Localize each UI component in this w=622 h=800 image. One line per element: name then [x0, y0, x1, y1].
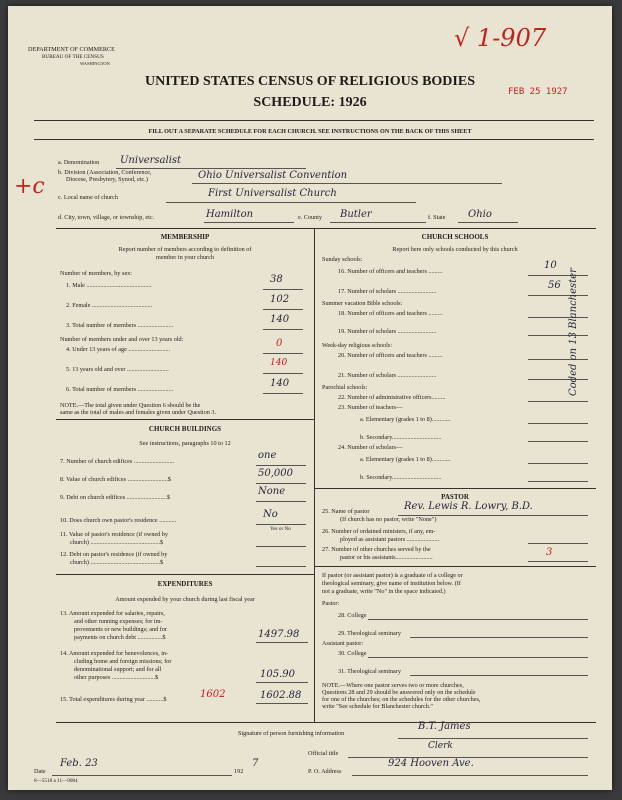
state-label: f. State — [428, 214, 446, 221]
weekday-schools-label: Week-day religious schools: — [322, 342, 392, 349]
margin-coded-note: Coded on 13 Blanchester — [568, 268, 579, 396]
division-label-2: Diocese, Presbytery, Synod, etc.) — [66, 176, 148, 183]
over-13-label: 5. 13 years old and over ........................... — [66, 366, 169, 373]
city-label: d. City, town, village, or township, etc. — [58, 214, 155, 221]
denomination-value: Universalist — [120, 155, 182, 166]
residence-value-label-2: church) .............................................$ — [70, 539, 164, 546]
salaries-label-3: provements or new buildings; and for — [74, 626, 167, 633]
multi-church-note-2: Questions 28 and 29 should be answered only on the schedule — [322, 689, 476, 696]
teachers-elementary-label: a. Elementary (grades 1 to 8)............ — [360, 416, 451, 423]
handwritten-number: √ 1-907 — [454, 24, 547, 52]
membership-heading: MEMBERSHIP — [160, 233, 210, 241]
weekday-scholars-label: 21. Number of scholars ......................... — [338, 372, 437, 379]
residence-value-label: 11. Value of pastor's residence (if owned by — [60, 531, 168, 538]
county-label: e. County — [298, 214, 323, 221]
benevolences-label: 14. Amount expended for benevolences, in- — [60, 650, 169, 657]
division-value: Ohio Universalist Convention — [198, 170, 348, 181]
scholars-elementary-label: a. Elementary (grades 1 to 8)............ — [360, 456, 451, 463]
salaries-label-2: and other running expenses; for im- — [74, 618, 163, 625]
schedule-title: SCHEDULE: 1926 — [253, 95, 367, 110]
teachers-secondary-label: b. Secondary................................ — [360, 434, 442, 441]
county-value: Butler — [340, 209, 372, 220]
official-title-value: Clerk — [428, 741, 453, 751]
vacation-schools-label: Summer vacation Bible schools: — [322, 300, 403, 307]
owns-residence-value: No — [263, 509, 278, 520]
edifices-count-value: one — [258, 450, 277, 461]
church-name-value: First Universalist Church — [208, 188, 337, 199]
pastor-sub-label: Pastor: — [322, 600, 340, 607]
address-label: P. O. Address — [308, 768, 342, 775]
edifices-count-label: 7. Number of church edifices .......................... — [60, 458, 175, 465]
members-by-sex-label: Number of members, by sex: — [60, 270, 132, 277]
ordained-label-2: ployed as assistant pastors ..................... — [340, 536, 440, 543]
graduate-note-3: not a graduate, write "No" in the space indicated.) — [322, 588, 446, 595]
scholars-secondary-label: b. Secondary................................ — [360, 474, 442, 481]
pastor-name-value: Rev. Lewis R. Lowry, B.D. — [404, 501, 533, 512]
male-value: 38 — [270, 274, 283, 285]
vacation-scholars-label: 19. Number of scholars ......................... — [338, 328, 437, 335]
salaries-label: 13. Amount expended for salaries, repairs, — [60, 610, 165, 617]
ordained-label: 26. Number of ordained ministers, if any, em- — [322, 528, 436, 535]
expenditures-heading: EXPENDITURES — [157, 580, 213, 588]
total-members-2-value: 140 — [270, 378, 290, 389]
instruction-banner: FILL OUT A SEPARATE SCHEDULE FOR EACH CHURCH. SEE INSTRUCTIONS ON THE BACK OF THIS SHEET — [148, 128, 472, 135]
pastor-name-label: 25. Name of pastor — [322, 508, 370, 515]
other-churches-label: 27. Number of other churches served by the — [322, 546, 431, 553]
sunday-scholars-label: 17. Number of scholars ......................... — [338, 288, 437, 295]
date-stamp: FEB 25 1927 — [508, 87, 568, 97]
total-members-2-label: 6. Total number of members ....................... — [66, 386, 174, 393]
multi-church-note: NOTE.—Where one pastor serves two or more churches, — [322, 682, 464, 689]
yes-no-hint: Yes or No — [270, 526, 291, 532]
year-value: 7 — [252, 758, 259, 769]
denomination-label: a. Denomination — [58, 159, 100, 166]
pastor-college-label: 28. College — [338, 612, 367, 619]
assistant-seminary-label: 31. Theological seminary — [338, 668, 401, 675]
census-form — [8, 6, 612, 790]
church-name-label: c. Local name of church — [58, 194, 118, 201]
parochial-schools-label: Parochial schools: — [322, 384, 368, 391]
sunday-officers-value: 10 — [544, 260, 557, 271]
age-split-label: Number of members under and over 13 years old: — [60, 336, 184, 343]
membership-instruction: Report number of members according to definition of — [118, 246, 252, 253]
state-value: Ohio — [468, 209, 492, 220]
residence-debt-label: 12. Debt on pastor's residence (if owned by — [60, 551, 168, 558]
schools-heading: CHURCH SCHOOLS — [421, 233, 489, 241]
dept-line: DEPARTMENT OF COMMERCE — [28, 46, 115, 53]
total-expenditures-value: 1602.88 — [260, 690, 302, 701]
assistant-college-label: 30. College — [338, 650, 367, 657]
pastor-heading: PASTOR — [441, 493, 469, 501]
pastor-seminary-label: 29. Theological seminary — [338, 630, 401, 637]
membership-note-2: same as the total of males and females given under Question 3. — [60, 409, 217, 416]
total-members-label: 3. Total number of members ....................... — [66, 322, 174, 329]
total-expenditures-label: 15. Total expenditures during year ...........$ — [60, 696, 167, 703]
sunday-scholars-value: 56 — [548, 280, 561, 291]
other-churches-label-2: pastor or his assistants........................ — [340, 554, 433, 561]
total-members-value: 140 — [270, 314, 290, 325]
form-title: UNITED STATES CENSUS OF RELIGIOUS BODIES — [144, 74, 475, 89]
total-expenditures-correction: 1602 — [200, 689, 226, 700]
signature-value: B.T. James — [418, 721, 471, 732]
bureau-line: BUREAU OF THE CENSUS — [42, 54, 104, 60]
owns-residence-label: 10. Does church own pastor's residence ........... — [60, 517, 177, 524]
salaries-label-4: payments on church debt ................$ — [74, 634, 166, 641]
date-value: Feb. 23 — [60, 758, 98, 769]
female-value: 102 — [270, 294, 290, 305]
vacation-officers-label: 18. Number of officers and teachers ......... — [338, 310, 443, 317]
membership-instruction-2: member in your church — [156, 254, 214, 261]
membership-note: NOTE.—The total given under Question 6 should be the — [60, 402, 201, 409]
graduate-note: If pastor (or assistant pastor) is a graduate of a college or — [322, 572, 463, 579]
benevolences-label-3: denominational support; and for all — [74, 666, 162, 673]
address-value: 924 Hooven Ave. — [388, 758, 474, 769]
residence-debt-label-2: church) .............................................$ — [70, 559, 164, 566]
division-label: b. Division (Association, Conference, — [58, 169, 152, 176]
buildings-instruction: See instructions, paragraphs 10 to 12 — [139, 440, 231, 447]
under-13-label: 4. Under 13 years of age ........................... — [66, 346, 171, 353]
edifices-debt-value: None — [258, 486, 286, 497]
signature-label: Signature of person furnishing information — [238, 730, 345, 737]
multi-church-note-3: for one of the churches; on the schedules for the other churches, — [322, 696, 481, 703]
edifices-value-label: 8. Value of church edifices ..........................$ — [60, 476, 171, 483]
female-label: 2. Female ....................................... — [66, 302, 153, 309]
date-label: Date — [34, 768, 46, 775]
teachers-label: 23. Number of teachers— — [338, 404, 403, 411]
benevolences-label-4: other purposes ............................$ — [74, 674, 159, 681]
official-title-label: Official title — [308, 750, 339, 757]
under-13-value: 0 — [276, 338, 283, 349]
city-value: Hamilton — [206, 209, 254, 220]
edifices-value-value: 50,000 — [258, 468, 293, 479]
assistant-pastor-label: Assistant pastor: — [322, 640, 364, 647]
male-label: 1. Male .......................................... — [66, 282, 152, 289]
salaries-value: 1497.98 — [258, 629, 300, 640]
edifices-debt-label: 9. Debt on church edifices ..........................$ — [60, 494, 170, 501]
benevolences-value: 105.90 — [260, 669, 295, 680]
year-prefix: 192 — [234, 768, 244, 775]
pastor-name-hint: (If church has no pastor, write "None") — [340, 516, 437, 523]
schools-instruction: Report here only schools conducted by this church — [392, 246, 518, 253]
margin-mark: +c — [14, 174, 45, 199]
multi-church-note-4: write "See schedule for Blanchester church." — [322, 703, 433, 710]
sunday-schools-label: Sunday schools: — [322, 256, 363, 263]
expenditures-instruction: Amount expended by your church during last fiscal year — [115, 596, 255, 603]
benevolences-label-2: cluding home and foreign missions; for — [74, 658, 172, 665]
form-number: 8—5518 a 11—9084 — [34, 778, 78, 784]
graduate-note-2: theological seminary, give name of institution below. (If — [322, 580, 461, 587]
other-churches-value: 3 — [546, 547, 553, 558]
admin-officers-label: 22. Number of administrative officers......... — [338, 394, 446, 401]
weekday-officers-label: 20. Number of officers and teachers ......... — [338, 352, 443, 359]
sunday-officers-label: 16. Number of officers and teachers ......... — [338, 268, 443, 275]
location-line: WASHINGTON — [80, 61, 110, 66]
buildings-heading: CHURCH BUILDINGS — [148, 425, 222, 433]
over-13-value: 140 — [270, 358, 288, 368]
scholars-label: 24. Number of scholars— — [338, 444, 403, 451]
